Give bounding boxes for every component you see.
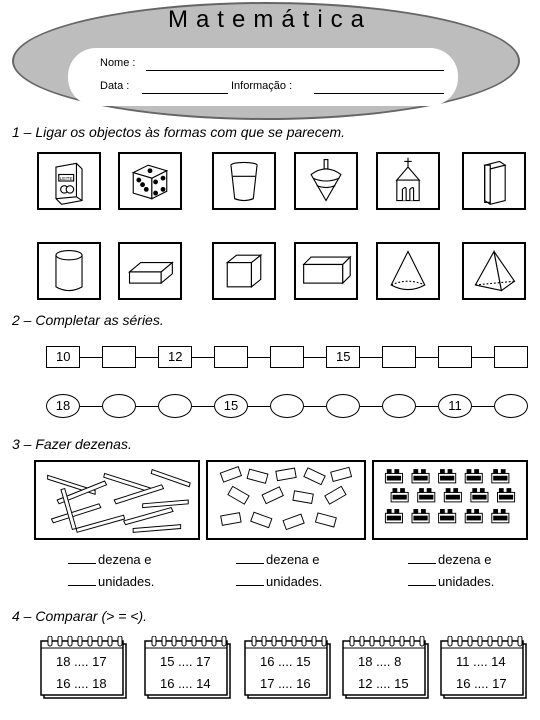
compare-line-1: 18 .... 17 — [56, 654, 107, 669]
cone-icon — [378, 244, 438, 298]
shape-card-cone[interactable] — [376, 242, 440, 300]
object-card-dice[interactable] — [118, 152, 182, 210]
rectangular-prism-icon — [296, 244, 356, 298]
brick-icon — [391, 489, 408, 502]
brick-icon — [385, 510, 402, 523]
series-connector — [136, 406, 158, 407]
info-label: Informação : — [231, 80, 293, 92]
series-connector — [248, 357, 270, 358]
brick-icon — [492, 510, 509, 523]
bricks-illustration — [374, 462, 526, 538]
tens-answer-dezena — [68, 552, 152, 567]
pyramid-icon — [464, 244, 524, 298]
name-field[interactable] — [146, 70, 444, 71]
brick-icon — [444, 489, 461, 502]
object-card-box[interactable] — [462, 152, 526, 210]
series-oval-9[interactable] — [494, 394, 528, 418]
compare-line-1: 15 .... 17 — [160, 654, 211, 669]
object-card-milk-carton[interactable] — [37, 152, 101, 210]
section-3-title: 3 – Fazer dezenas. — [12, 436, 132, 452]
erasers-panel — [206, 460, 366, 540]
date-label: Data : — [100, 80, 130, 92]
series-connector — [136, 357, 158, 358]
name-label: Nome : — [100, 57, 136, 69]
dezena-label: dezena e — [266, 552, 320, 567]
unidades-blank[interactable] — [68, 585, 96, 586]
dezena-blank[interactable] — [236, 563, 264, 564]
series-connector — [192, 406, 214, 407]
series-connector — [472, 357, 494, 358]
brick-icon — [465, 510, 482, 523]
flat-prism-icon — [120, 244, 180, 298]
series-connector — [416, 357, 438, 358]
brick-icon — [418, 489, 435, 502]
pencils-panel — [34, 460, 200, 540]
series-connector — [192, 357, 214, 358]
tens-answer-unidades — [408, 574, 494, 589]
bricks-panel — [372, 460, 528, 540]
box-icon — [464, 154, 524, 208]
dezena-blank[interactable] — [68, 563, 96, 564]
compare-card — [244, 636, 332, 700]
date-field[interactable] — [142, 93, 228, 94]
compare-card — [40, 636, 128, 700]
series-box-1: 10 — [46, 346, 80, 368]
church-icon — [378, 154, 438, 208]
shape-card-pyramid[interactable] — [462, 242, 526, 300]
dice-icon — [120, 154, 180, 208]
tens-answer-unidades — [236, 574, 322, 589]
page-title: Matemática — [167, 6, 373, 33]
section-4-title: 4 – Comparar (> = <). — [12, 608, 148, 624]
milk-carton-label: LEITE — [59, 176, 73, 182]
dezena-label: dezena e — [98, 552, 152, 567]
series-connector — [416, 406, 438, 407]
series-connector — [304, 357, 326, 358]
series-oval-2[interactable] — [102, 394, 136, 418]
compare-line-1: 16 .... 15 — [260, 654, 311, 669]
series-box-6: 15 — [326, 346, 360, 368]
milk-carton-icon — [39, 154, 99, 208]
brick-icon — [385, 470, 402, 483]
series-oval-5[interactable] — [270, 394, 304, 418]
series-box-3: 12 — [158, 346, 192, 368]
series-oval-3[interactable] — [158, 394, 192, 418]
unidades-blank[interactable] — [236, 585, 264, 586]
compare-card — [342, 636, 430, 700]
compare-line-2: 17 .... 16 — [260, 676, 311, 691]
series-connector — [360, 357, 382, 358]
series-oval-7[interactable] — [382, 394, 416, 418]
series-box-8[interactable] — [438, 346, 472, 368]
series-connector — [80, 406, 102, 407]
shape-card-flat-prism[interactable] — [118, 242, 182, 300]
compare-line-2: 16 .... 17 — [456, 676, 507, 691]
series-box-7[interactable] — [382, 346, 416, 368]
dezena-blank[interactable] — [408, 563, 436, 564]
brick-icon — [439, 510, 456, 523]
series-connector — [472, 406, 494, 407]
object-card-spinning-top[interactable] — [294, 152, 358, 210]
shape-card-rectangular-prism[interactable] — [294, 242, 358, 300]
compare-line-2: 12 .... 15 — [358, 676, 409, 691]
object-card-glass[interactable] — [212, 152, 276, 210]
glass-icon — [214, 154, 274, 208]
tens-answer-dezena — [236, 552, 320, 567]
brick-icon — [492, 470, 509, 483]
series-connector — [304, 406, 326, 407]
spinning-top-icon — [296, 154, 356, 208]
compare-line-2: 16 .... 18 — [56, 676, 107, 691]
section-2-title: 2 – Completar as séries. — [12, 312, 164, 328]
series-connector — [80, 357, 102, 358]
brick-icon — [471, 489, 488, 502]
brick-icon — [412, 470, 429, 483]
pencils-illustration — [36, 462, 198, 538]
unidades-label: unidades. — [438, 574, 495, 589]
tens-answer-unidades — [68, 574, 154, 589]
tens-answer-dezena — [408, 552, 492, 567]
brick-icon — [498, 489, 515, 502]
series-oval-4: 15 — [214, 394, 248, 418]
cube-icon — [214, 244, 274, 298]
shape-card-cube[interactable] — [212, 242, 276, 300]
compare-line-2: 16 .... 14 — [160, 676, 211, 691]
series-box-5[interactable] — [270, 346, 304, 368]
erasers-illustration — [208, 462, 364, 538]
cylinder-icon — [39, 244, 99, 298]
shape-card-cylinder[interactable] — [37, 242, 101, 300]
unidades-label: unidades. — [266, 574, 323, 589]
series-box-9[interactable] — [494, 346, 528, 368]
compare-line-1: 18 .... 8 — [358, 654, 402, 669]
compare-line-1: 11 .... 14 — [456, 654, 506, 669]
object-card-church[interactable] — [376, 152, 440, 210]
unidades-blank[interactable] — [408, 585, 436, 586]
series-oval-8: 11 — [438, 394, 472, 418]
info-field[interactable] — [314, 93, 444, 94]
compare-card — [440, 636, 528, 700]
series-connector — [248, 406, 270, 407]
compare-card — [144, 636, 232, 700]
series-box-2[interactable] — [102, 346, 136, 368]
section-1-title: 1 – Ligar os objectos às formas com que se parecem. — [12, 124, 346, 140]
series-connector — [360, 406, 382, 407]
series-oval-1: 18 — [46, 394, 80, 418]
brick-icon — [439, 470, 456, 483]
brick-icon — [465, 470, 482, 483]
brick-icon — [412, 510, 429, 523]
series-box-4[interactable] — [214, 346, 248, 368]
dezena-label: dezena e — [438, 552, 492, 567]
series-oval-6[interactable] — [326, 394, 360, 418]
unidades-label: unidades. — [98, 574, 155, 589]
